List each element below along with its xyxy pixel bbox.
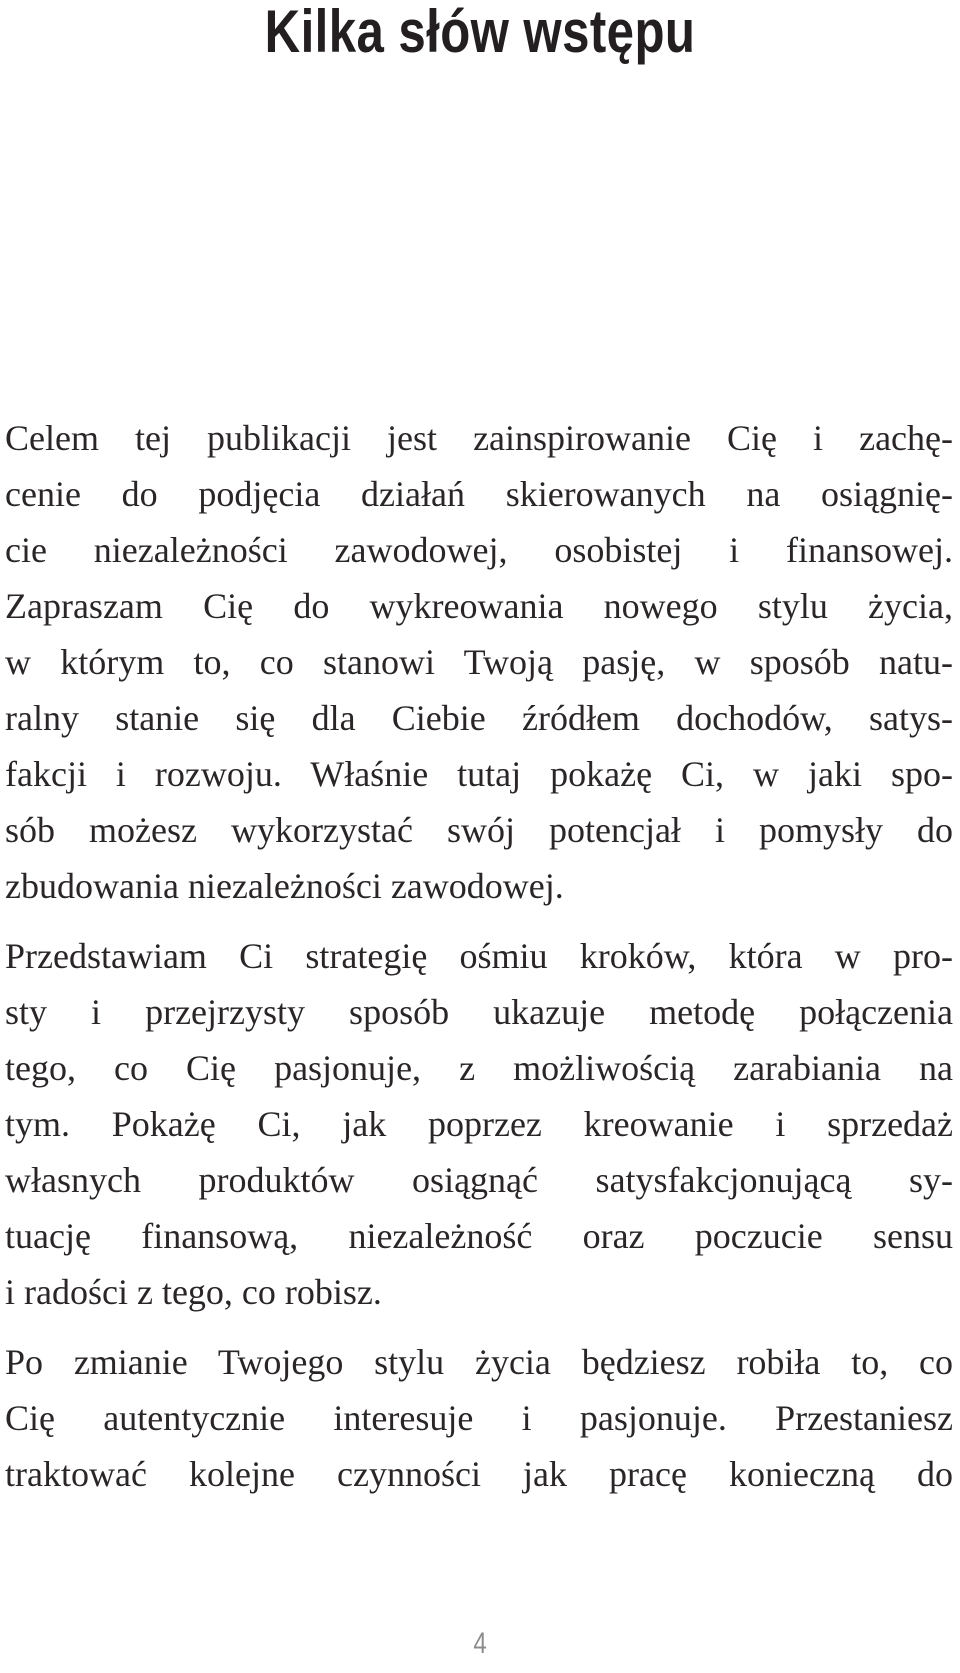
paragraph-1	[5, 410, 953, 914]
text-line: cie niezależności zawodowej, osobistej i finansowej.	[5, 530, 953, 570]
chapter-title: Kilka słów wstępu	[264, 0, 696, 65]
text-line: w którym to, co stanowi Twoją pasję, w sposób natu-	[5, 642, 953, 682]
text-line: sób możesz wykorzystać swój potencjał i pomysły do	[5, 810, 953, 850]
paragraph-spacer	[5, 914, 953, 928]
paragraph-spacer	[5, 1320, 953, 1334]
text-line: Zapraszam Cię do wykreowania nowego stylu życia,	[5, 586, 953, 626]
text-line: ralny stanie się dla Ciebie źródłem dochodów, satys-	[5, 698, 953, 738]
text-line: własnych produktów osiągnąć satysfakcjonującą sy-	[5, 1160, 953, 1200]
text-line: tym. Pokażę Ci, jak poprzez kreowanie i sprzedaż	[5, 1104, 953, 1144]
text-line: zbudowania niezależności zawodowej.	[5, 866, 564, 906]
text-line: traktować kolejne czynności jak pracę konieczną do	[5, 1454, 953, 1494]
text-line: Cię autentycznie interesuje i pasjonuje. Przestaniesz	[5, 1398, 953, 1438]
text-line: Po zmianie Twojego stylu życia będziesz robiła to, co	[5, 1342, 953, 1382]
text-line: tuację finansową, niezależność oraz poczucie sensu	[5, 1216, 953, 1256]
text-line: cenie do podjęcia działań skierowanych na osiągnię-	[5, 474, 953, 514]
body-text	[5, 410, 953, 1502]
page-number: 4	[473, 1627, 487, 1660]
paragraph-2	[5, 928, 953, 1320]
text-line: Przedstawiam Ci strategię ośmiu kroków, która w pro-	[5, 936, 953, 976]
text-line: i radości z tego, co robisz.	[5, 1272, 382, 1312]
text-line: tego, co Cię pasjonuje, z możliwością zarabiania na	[5, 1048, 953, 1088]
text-line: sty i przejrzysty sposób ukazuje metodę połączenia	[5, 992, 953, 1032]
paragraph-3	[5, 1334, 953, 1502]
text-line: Celem tej publikacji jest zainspirowanie Cię i zachę-	[5, 418, 953, 458]
text-line: fakcji i rozwoju. Właśnie tutaj pokażę Ci, w jaki spo-	[5, 754, 953, 794]
